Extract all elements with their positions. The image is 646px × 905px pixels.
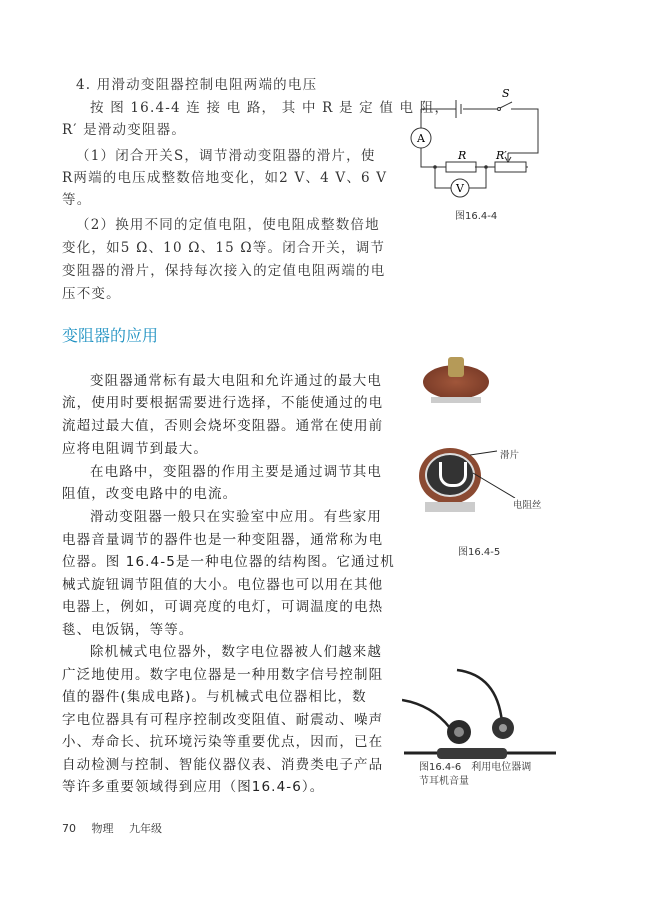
voltmeter-icon xyxy=(451,179,469,197)
circuit-diagram xyxy=(400,80,560,200)
body-text-line: 应将电阻调节到最大。 xyxy=(62,441,208,457)
body-text-line: 变阻器通常标有最大电阻和允许通过的最大电 xyxy=(90,373,382,389)
figure-caption: 图16.4-4 xyxy=(455,211,498,222)
text-line: 按 图 16.4-4 连 接 电 路， 其 中 R 是 定 值 电 阻， xyxy=(90,100,450,116)
body-text-line: 阻值，改变电路中的电流。 xyxy=(62,486,238,502)
potentiometer-photo xyxy=(423,357,489,407)
body-text-line: 毯、电饭锅，等等。 xyxy=(62,622,194,638)
body-text-line: 滑动变阻器一般只在实验室中应用。有些家用 xyxy=(90,509,382,525)
experiment-title: 4. 用滑动变阻器控制电阻两端的电压 xyxy=(76,77,318,93)
body-text-line: 电器上，例如，可调亮度的电灯，可调温度的电热 xyxy=(62,599,384,615)
earphones-photo xyxy=(402,660,558,760)
svg-text:A: A xyxy=(417,132,425,145)
body-text-line: 在电路中，变阻器的作用主要是通过调节其电 xyxy=(90,464,382,480)
text-line: 变阻器的滑片，保持每次接入的定值电阻两端的电 xyxy=(62,263,386,279)
svg-text:S: S xyxy=(502,87,510,100)
section-heading: 变阻器的应用 xyxy=(62,326,159,345)
body-text-line: 小、寿命长、抗环境污染等重要优点，因而，已在 xyxy=(62,734,384,750)
svg-text:R: R xyxy=(458,149,467,162)
body-text-line: 值的器件(集成电路)。与机械式电位器相比，数 xyxy=(62,689,367,705)
svg-text:V: V xyxy=(456,182,464,195)
body-text-line: 字电位器具有可程序控制改变阻值、耐震动、噪声 xyxy=(62,712,384,728)
body-text-line: 流，使用时要根据需要进行选择，不能使通过的电 xyxy=(62,395,384,411)
text-line: （2）换用不同的定值电阻，使电阻成整数倍地 xyxy=(76,217,380,233)
text-line: 压不变。 xyxy=(62,286,121,302)
figure-caption-line1: 图16.4-6 利用电位器调 xyxy=(419,762,532,773)
figure-caption: 图16.4-5 xyxy=(458,547,501,558)
body-text-line: 电器音量调节的器件也是一种变阻器，通常称为电 xyxy=(62,532,384,548)
text-line: R′ 是滑动变阻器。 xyxy=(62,122,187,138)
body-text-line: 广泛地使用。数字电位器是一种用数字信号控制阻 xyxy=(62,667,384,683)
text-line: R两端的电压成整数倍地变化，如2 V、4 V、6 V xyxy=(62,170,388,186)
body-text-line: 械式旋钮调节阻值的大小。电位器也可以用在其他 xyxy=(62,577,384,593)
figure-caption-line2: 节耳机音量 xyxy=(419,776,469,787)
svg-text:R′: R′ xyxy=(496,149,507,162)
label-slider: 滑片 xyxy=(500,450,520,461)
subject: 物理 xyxy=(91,822,114,835)
label-resistance-wire: 电阻丝 xyxy=(513,500,542,511)
ammeter-icon xyxy=(411,128,431,148)
body-text-line: 除机械式电位器外，数字电位器被人们越来越 xyxy=(90,644,382,660)
body-text-line: 自动检测与控制、智能仪器仪表、消费类电子产品 xyxy=(62,757,384,773)
page-number: 70 xyxy=(62,822,76,835)
grade: 九年级 xyxy=(129,822,162,835)
page-footer xyxy=(62,820,174,836)
text-line: 等。 xyxy=(62,192,92,208)
text-line: 变化，如5 Ω、10 Ω、15 Ω等。闭合开关，调节 xyxy=(62,240,386,256)
body-text-line: 等许多重要领域得到应用（图16.4-6）。 xyxy=(62,779,325,795)
text-line: （1）闭合开关S，调节滑动变阻器的滑片，使 xyxy=(76,148,376,164)
body-text-line: 流超过最大值，否则会烧坏变阻器。通常在使用前 xyxy=(62,418,384,434)
body-text-line: 位器。图 16.4-5是一种电位器的结构图。它通过机 xyxy=(62,554,395,570)
